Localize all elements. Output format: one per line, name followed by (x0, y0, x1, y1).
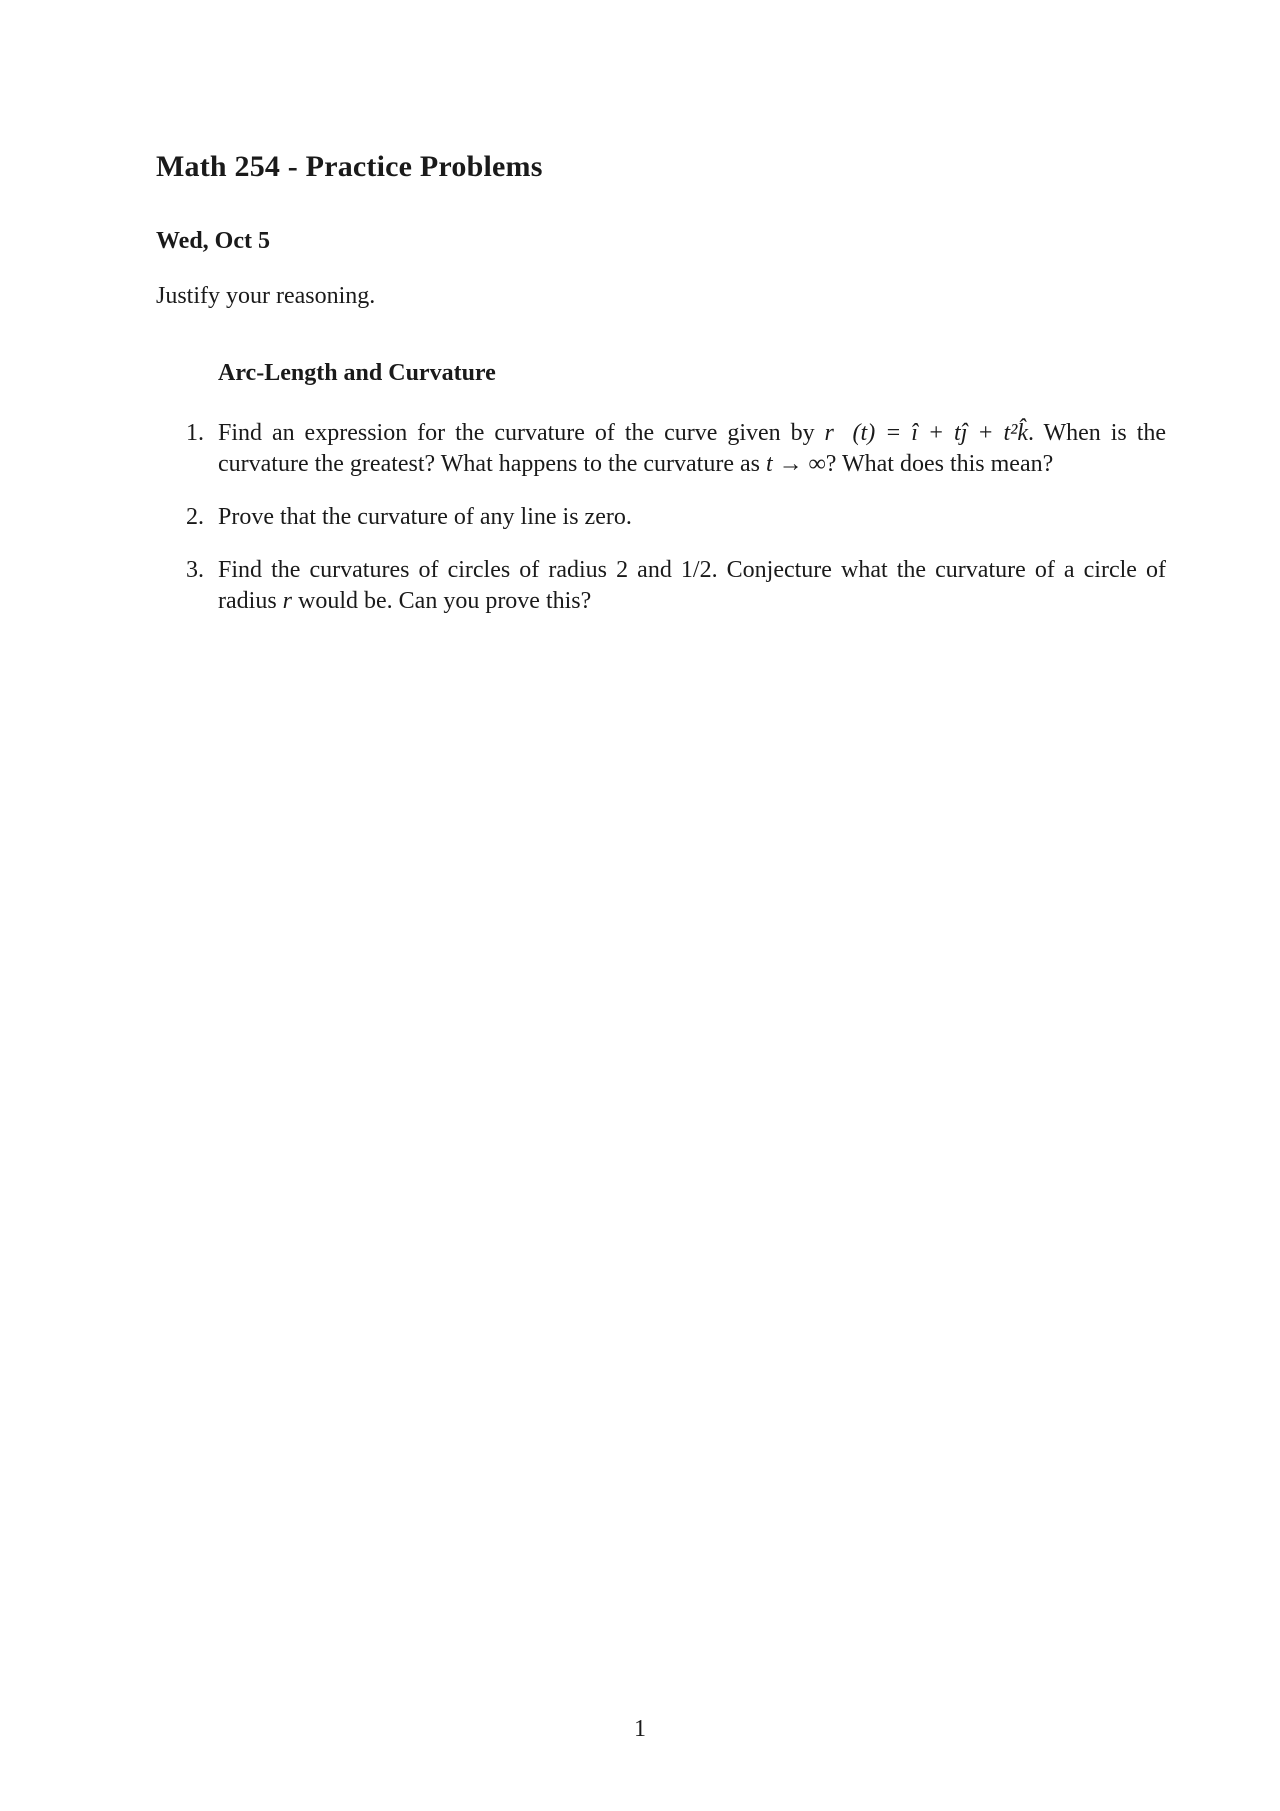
date-heading: Wed, Oct 5 (156, 228, 270, 254)
page-title: Math 254 - Practice Problems (156, 150, 543, 183)
page-number: 1 (634, 1716, 646, 1742)
problem-text: Find an expression for the curvature of the curve given by (218, 420, 825, 446)
problem-text: Find the curvatures of circles of radius 2 and 1/2. Conjecture what the curvature of a circle of radius (218, 557, 1166, 614)
problem-item (186, 418, 1166, 480)
problem-text: ? What does this mean? (825, 451, 1054, 477)
problem-text: Prove that the curvature of any line is zero. (218, 504, 632, 530)
problem-number: 3. (186, 557, 204, 583)
limit-expression: t → ∞ (765, 451, 826, 477)
problem-number: 2. (186, 504, 204, 530)
instruction-text: Justify your reasoning. (156, 283, 376, 309)
radius-variable: r (282, 588, 292, 614)
problem-number: 1. (186, 420, 204, 446)
problem-text: . When is the curvature the greatest? What happens to the curvature as (218, 420, 1167, 477)
section-heading: Arc-Length and Curvature (218, 360, 496, 386)
problem-text: would be. Can you prove this? (292, 588, 592, 614)
problem-item (186, 555, 1166, 617)
position-vector-formula: r⃗(t) = î + tĵ + t²k̂ (824, 420, 1028, 446)
problem-item (186, 502, 1166, 533)
problem-list (186, 418, 1166, 639)
